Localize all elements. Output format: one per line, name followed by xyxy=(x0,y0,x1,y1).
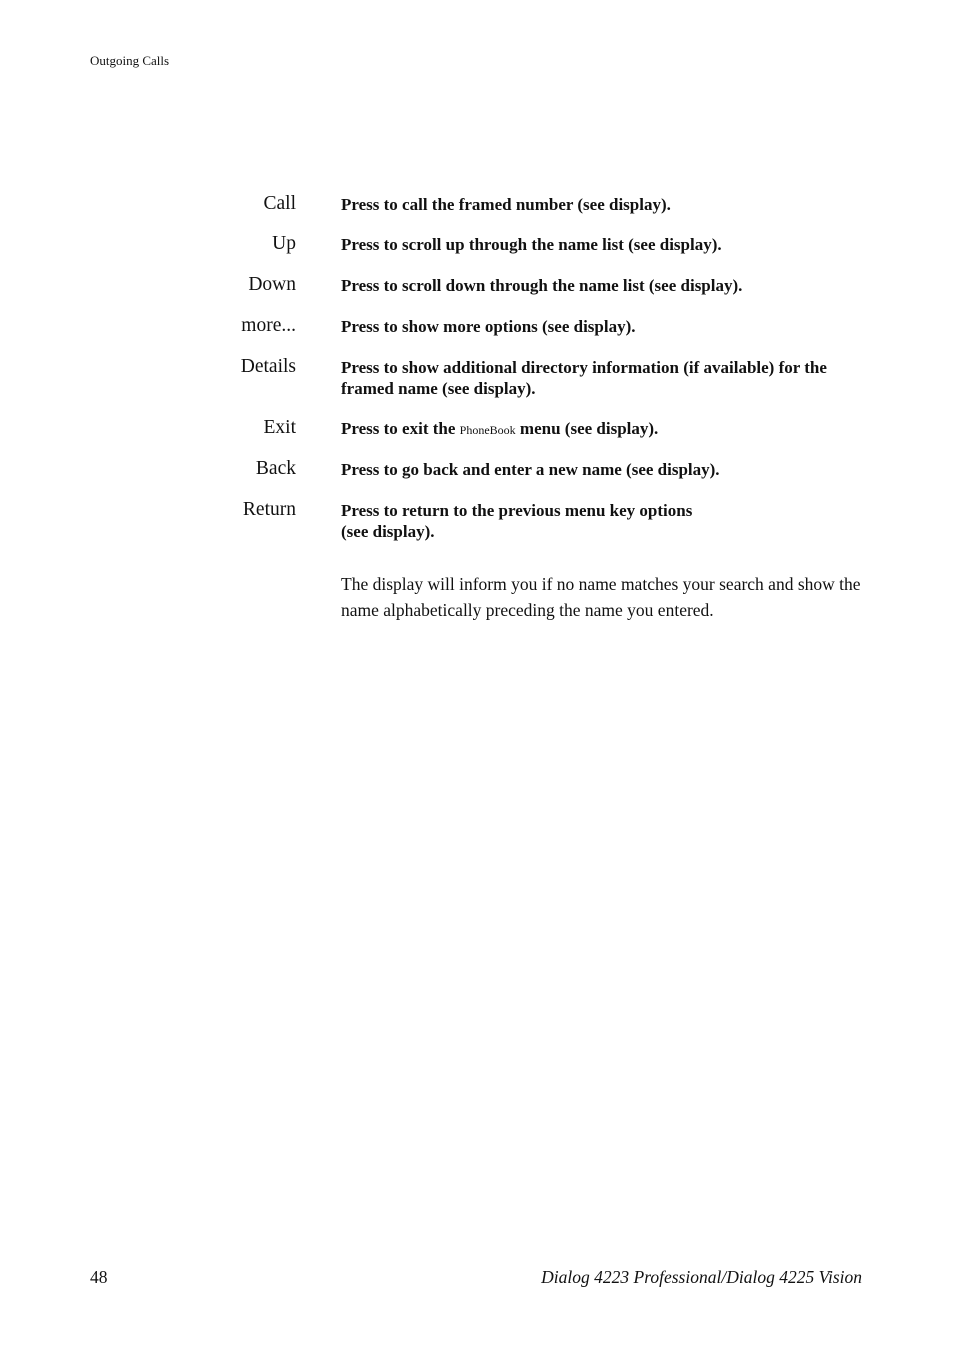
key-description-more: Press to show more options (see display). xyxy=(341,317,636,336)
menu-name: PhoneBook xyxy=(459,423,516,437)
key-description-down: Press to scroll down through the name list (see display). xyxy=(341,276,743,295)
key-label-more: more... xyxy=(241,315,296,336)
description-line: (see display). xyxy=(341,522,435,541)
key-label-back: Back xyxy=(255,458,296,479)
key-label-call: Call xyxy=(263,193,296,214)
key-description-up: Press to scroll up through the name list (see display). xyxy=(341,235,722,254)
document-title: Dialog 4223 Professional/Dialog 4225 Vision xyxy=(541,1267,862,1287)
key-description-call: Press to call the framed number (see display). xyxy=(341,195,671,214)
key-label-return: Return xyxy=(242,499,296,520)
key-label-details: Details xyxy=(240,356,296,377)
description-text: Press to exit the xyxy=(341,419,456,438)
running-header: Outgoing Calls xyxy=(90,53,170,68)
key-description-details: Press to show additional directory information (if available) for the framed name (see display). xyxy=(341,358,827,398)
description-text: menu (see display). xyxy=(519,419,659,438)
page-number: 48 xyxy=(90,1267,108,1287)
note-paragraph: The display will inform you if no name matches your search and show the name alphabetically preceding the name you entered. xyxy=(341,574,861,620)
key-label-down: Down xyxy=(248,274,296,295)
key-label-exit: Exit xyxy=(263,417,296,438)
description-line: Press to return to the previous menu key options xyxy=(341,501,693,520)
key-description-exit xyxy=(341,418,871,441)
key-label-up: Up xyxy=(272,233,296,254)
key-description-return xyxy=(341,500,871,542)
key-description-back: Press to go back and enter a new name (see display). xyxy=(341,460,720,479)
